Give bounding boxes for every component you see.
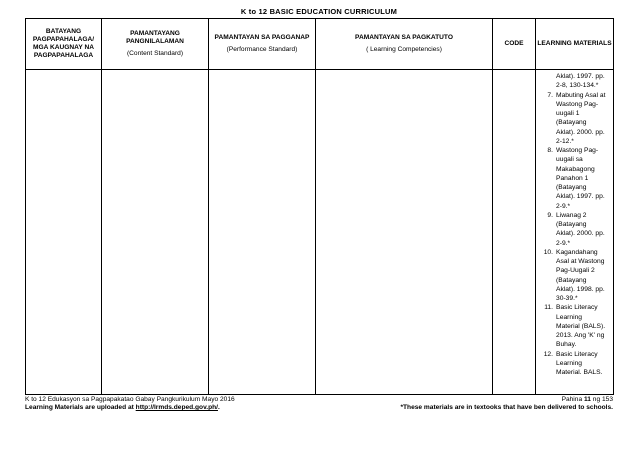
header-code xyxy=(493,19,536,70)
header-core-values xyxy=(26,19,102,70)
learning-material-number: 11. xyxy=(544,304,553,312)
learning-material-number: 12. xyxy=(543,350,553,358)
cell-code xyxy=(493,70,536,395)
curriculum-table xyxy=(25,18,614,395)
header-content-standard-label: PAMANTAYANG PANGNILALAMAN xyxy=(126,30,184,46)
page-total: 153 xyxy=(601,396,613,403)
learning-material-text: Kagandahang Asal at Wastong Pag-Uugali 2 (Batayang Aklat). 1998. pp. 30-39.* xyxy=(556,248,605,302)
header-learning-materials xyxy=(536,19,614,70)
learning-material-number: 10. xyxy=(543,248,553,256)
body-row xyxy=(26,70,614,395)
header-learning-competencies-sub: ( Learning Competencies) xyxy=(366,45,442,53)
learning-material-number: 7. xyxy=(547,91,553,99)
page-number: 11 xyxy=(583,396,591,403)
list-item xyxy=(536,146,613,211)
cell-performance-standard xyxy=(209,70,316,395)
learning-material-number: 9. xyxy=(547,211,553,219)
list-item xyxy=(536,303,613,349)
header-core-values-label: BATAYANG PAGPAPAHALAGA/ MGA KAUGNAY NA PAGPAPAHALAGA xyxy=(32,27,95,60)
footer-guide-title: K to 12 Edukasyon sa Pagpapakatao Gabay Pangkurikulum Mayo 2016 xyxy=(25,396,235,403)
page-mid: ng xyxy=(592,396,601,403)
header-learning-competencies-label: PAMANTAYAN SA PAGKATUTO xyxy=(355,34,453,42)
list-item-continued xyxy=(536,72,613,91)
cell-core-values xyxy=(26,70,102,395)
lrmds-link[interactable]: http://lrmds.deped.gov.ph/ xyxy=(135,404,218,411)
header-row xyxy=(26,19,614,70)
learning-material-text: Wastong Pag-uugali sa Makabagong Panahon 1 (Batayang Aklat). 1997. pp. 2-9.* xyxy=(556,147,605,210)
list-item xyxy=(536,91,613,147)
page-indicator xyxy=(562,396,613,403)
cell-learning-materials xyxy=(536,70,614,395)
header-performance-standard-sub: (Performance Standard) xyxy=(226,45,298,53)
cell-content-standard xyxy=(102,70,209,395)
upload-note-suffix: . xyxy=(217,404,220,411)
cell-learning-competencies xyxy=(316,70,493,395)
header-learning-competencies xyxy=(316,19,493,70)
learning-material-text: Mabuting Asal at Wastong Pag-uugali 1 (Batayang Aklat). 2000. pp. 2-12.* xyxy=(556,91,606,145)
upload-note-prefix: Learning Materials are uploaded at xyxy=(25,404,134,411)
document-title: K to 12 BASIC EDUCATION CURRICULUM xyxy=(240,7,398,16)
learning-material-text: Basic Literacy Learning Material. BALS. xyxy=(556,350,603,376)
learning-material-text: Aklat). 1997. pp. 2-8, 130-134.* xyxy=(556,73,605,90)
list-item xyxy=(536,248,613,304)
header-content-standard xyxy=(102,19,209,70)
learning-material-number: 8. xyxy=(547,147,553,154)
list-item xyxy=(536,350,613,378)
footer-upload-note xyxy=(25,404,220,411)
list-item xyxy=(536,211,613,248)
learning-material-text: Basic Literacy Learning Material (BALS). 2013. Ang 'K' ng Buhay. xyxy=(556,304,606,349)
header-learning-materials-label: LEARNING MATERIALS xyxy=(537,39,612,47)
learning-material-text: Liwanag 2 (Batayang Aklat). 2000. pp. 2-9.* xyxy=(556,211,605,247)
header-performance-standard xyxy=(209,19,316,70)
header-code-label: CODE xyxy=(504,39,524,47)
footer-textbook-note: *These materials are in textooks that have ben delivered to schools. xyxy=(400,404,613,411)
learning-materials-list xyxy=(536,70,613,377)
page-prefix: Pahina xyxy=(561,396,583,403)
header-content-standard-sub: (Content Standard) xyxy=(126,49,184,57)
header-performance-standard-label: PAMANTAYAN SA PAGGANAP xyxy=(214,34,310,42)
